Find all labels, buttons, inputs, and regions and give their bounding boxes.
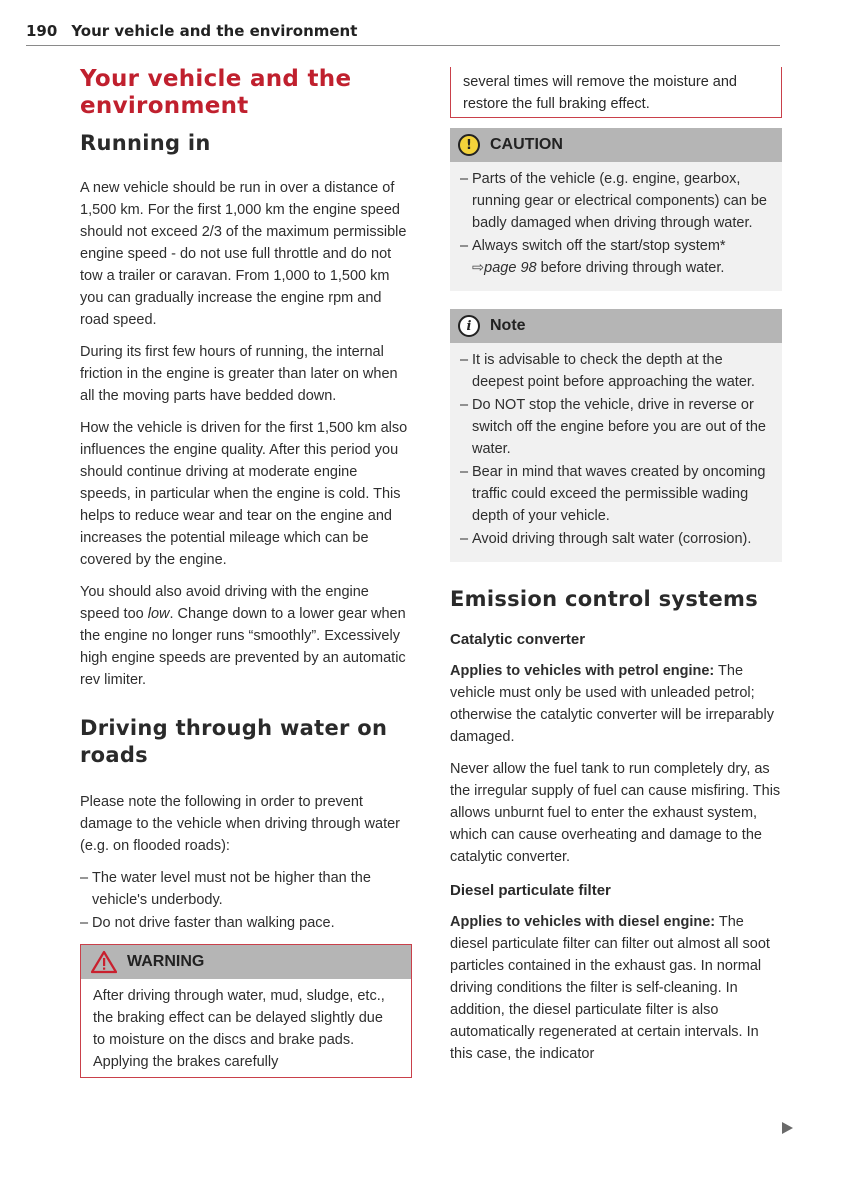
warning-header — [81, 945, 411, 979]
water-list — [80, 867, 412, 934]
running-in-paragraph: How the vehicle is driven for the first 1,500 km also influences the engine quality. After this period you should continue driving at moderate engine speeds, in particular when the engine is cold. This helps to reduce wear and tear on the engine and increases the potential mileage which can be covered by the engine. — [80, 420, 408, 568]
catalytic-paragraph — [450, 660, 782, 748]
caution-label: CAUTION — [490, 136, 563, 153]
water-heading: Driving through water on roads — [80, 716, 388, 767]
list-item: – Parts of the vehicle (e.g. engine, gearbox, running gear or electrical components) can be badly damaged when driving through water. — [460, 168, 772, 234]
diesel-heading: Diesel particulate filter — [450, 882, 611, 899]
page-reference-link[interactable]: page 98 — [484, 260, 537, 276]
text-span: The diesel particulate filter can filter out almost all soot particles contained in the exhaust gas. In normal driving conditions the filter is self-cleaning. In addition, the diesel particulate filter is also automatically regenerated at certain intervals. In this case, the indicator — [450, 914, 770, 1062]
info-icon: i — [458, 315, 480, 337]
water-intro: Please note the following in order to prevent damage to the vehicle when driving through water (e.g. on flooded roads): — [80, 794, 400, 854]
list-item: – The water level must not be higher than the vehicle's underbody. — [80, 867, 412, 911]
diesel-paragraph — [450, 911, 782, 1065]
running-in-paragraph — [80, 581, 412, 691]
continue-arrow-icon — [782, 1122, 793, 1134]
list-item: – Do not drive faster than walking pace. — [80, 912, 412, 934]
running-in-paragraph: A new vehicle should be run in over a distance of 1,500 km. For the first 1,000 km the engine speed should not exceed 2/3 of the maximum permissible engine speed - do not use full throttle and do not tow a trailer or caravan. From 1,000 to 1,500 km you can gradually increase the engine rpm and road speed. — [80, 180, 407, 328]
warning-label: WARNING — [127, 953, 205, 970]
bold-lead: Applies to vehicles with diesel engine: — [450, 914, 716, 930]
text-span: The vehicle must only be used with unleaded petrol; otherwise the catalytic converter will be irreparably damaged. — [450, 663, 774, 745]
page-header — [26, 22, 780, 46]
note-list — [460, 349, 772, 550]
right-column — [450, 67, 782, 1075]
chapter-title: Your vehicle and the environment — [80, 66, 352, 119]
warning-box — [80, 944, 412, 1078]
text-span: Always switch off the start/stop system* — [472, 238, 726, 254]
text-span: before driving through water. — [536, 260, 725, 276]
warning-triangle-icon — [91, 950, 117, 974]
list-item: – Do NOT stop the vehicle, drive in reverse or switch off the engine before you are out of the water. — [460, 394, 772, 460]
note-label: Note — [490, 317, 526, 334]
emission-heading: Emission control systems — [450, 587, 759, 611]
list-item: – Bear in mind that waves created by oncoming traffic could exceed the permissible wading depth of your vehicle. — [460, 461, 772, 527]
list-item — [460, 235, 772, 279]
caution-body — [450, 162, 782, 291]
list-item: – It is advisable to check the depth at the deepest point before approaching the water. — [460, 349, 772, 393]
warning-text: After driving through water, mud, sludge, etc., the braking effect can be delayed slightly due to moisture on the discs and brake pads. Applying the brakes carefully — [93, 988, 385, 1070]
catalytic-paragraph: Never allow the fuel tank to run completely dry, as the irregular supply of fuel can cause misfiring. This allows unburnt fuel to enter the exhaust system, which can cause overheating and damage to the catalytic converter. — [450, 761, 781, 865]
caution-icon: ! — [458, 134, 480, 156]
page-number: 190 — [26, 22, 58, 40]
bold-lead: Applies to vehicles with petrol engine: — [450, 663, 715, 679]
text-span: . Change down to a lower gear when the engine no longer runs “smoothly”. Excessively high engine speeds are prevented by an automatic rev limiter. — [80, 606, 406, 688]
running-in-paragraph: During its first few hours of running, the internal friction in the engine is greater than later on when all the moving parts have bedded down. — [80, 344, 398, 404]
text-span: You should also avoid driving with the engine speed too — [80, 584, 369, 622]
emphasis-text: low — [147, 606, 170, 622]
running-title: Your vehicle and the environment — [71, 22, 358, 40]
page-link-arrow-icon: ⇨ — [472, 260, 485, 276]
caution-list — [460, 168, 772, 279]
list-item: – Avoid driving through salt water (corrosion). — [460, 528, 772, 550]
left-column — [80, 62, 412, 1078]
caution-header — [450, 128, 782, 162]
note-header — [450, 309, 782, 343]
catalytic-heading: Catalytic converter — [450, 631, 586, 648]
note-body — [450, 343, 782, 562]
warning-box-continued: several times will remove the moisture and restore the full braking effect. — [450, 67, 782, 118]
running-in-heading: Running in — [80, 131, 211, 155]
